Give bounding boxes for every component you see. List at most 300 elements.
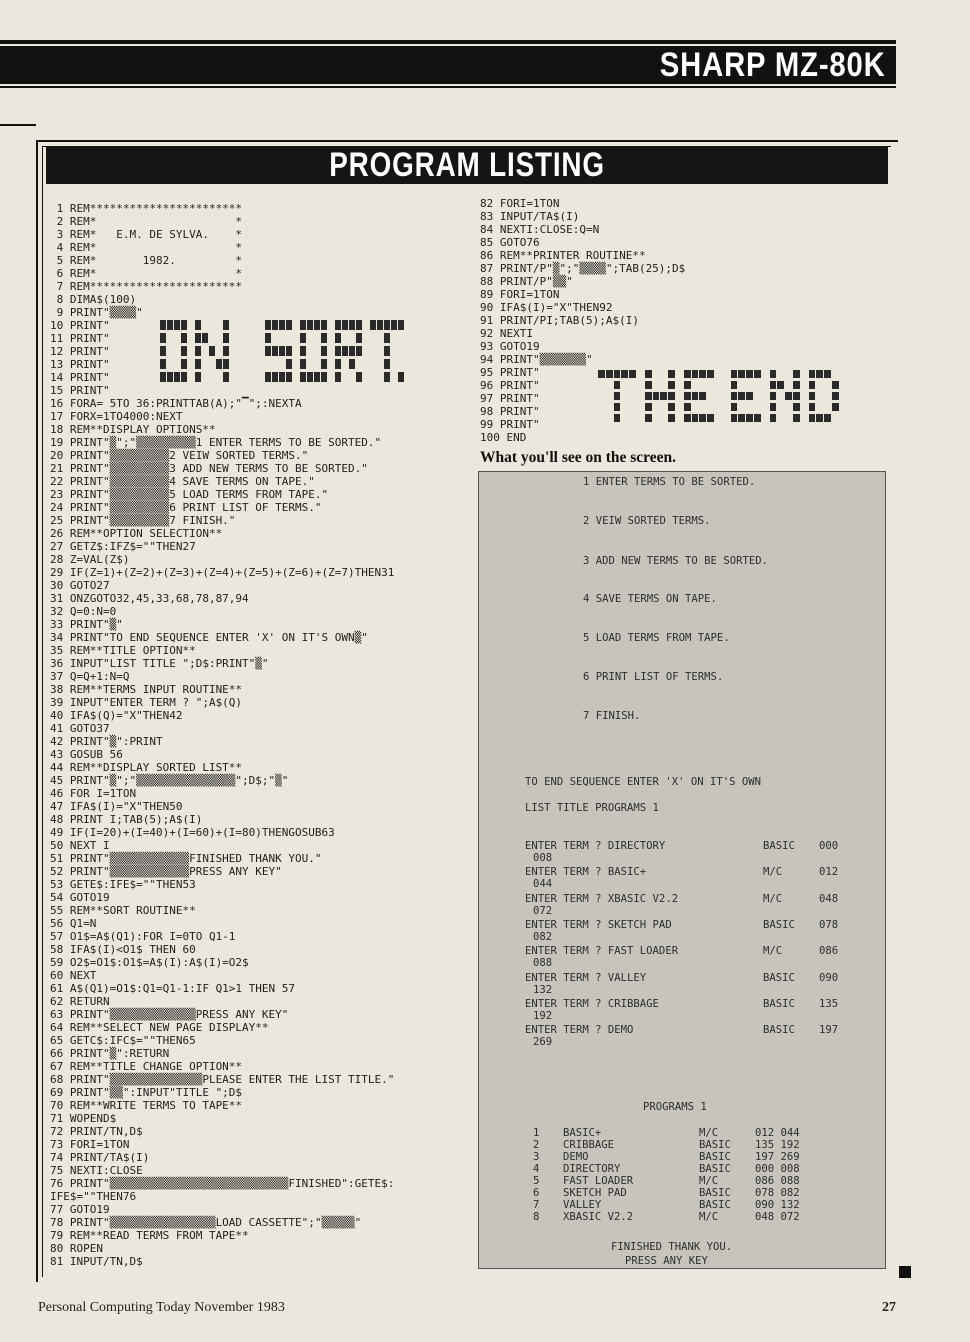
screen-menu-item: 1 ENTER TERMS TO BE SORTED. (583, 476, 756, 488)
art-block (731, 403, 738, 411)
screen-sorted-index: 3 (533, 1151, 540, 1163)
screen-sorted-index: 1 (533, 1127, 540, 1139)
code-line: 15 PRINT" (50, 384, 110, 397)
screen-sorted-range: 078 082 (755, 1187, 800, 1199)
art-block (384, 346, 390, 356)
page-number: 27 (882, 1300, 896, 1315)
art-block (809, 381, 816, 389)
code-line: 86 REM**PRINTER ROUTINE** (480, 249, 646, 262)
art-block (265, 372, 271, 382)
art-block (174, 372, 180, 382)
art-block (770, 381, 777, 389)
section-title: PROGRAM LISTING (329, 146, 605, 184)
code-line: 82 FORI=1TON (480, 197, 560, 210)
art-block (160, 372, 166, 382)
art-block (300, 346, 306, 356)
art-block (307, 372, 313, 382)
art-block (809, 414, 816, 422)
art-block (160, 359, 166, 369)
screen-sorted-range: 090 132 (755, 1199, 800, 1211)
art-block (699, 370, 706, 378)
code-line: 11 PRINT" (50, 332, 110, 345)
page-footer (38, 1300, 898, 1320)
screen-sorted-type: M/C (699, 1127, 719, 1139)
code-line: 50 NEXT I (50, 839, 110, 852)
code-line: 69 PRINT"▒▒":INPUT"TITLE ";D$ (50, 1086, 243, 1099)
screen-entry-prompt: ENTER TERM ? SKETCH PAD (525, 918, 672, 931)
art-block (349, 320, 355, 330)
art-block (223, 320, 229, 330)
art-block (223, 372, 229, 382)
art-block (300, 359, 306, 369)
art-block (398, 372, 404, 382)
code-line: 53 GETE$:IFE$=""THEN53 (50, 878, 196, 891)
art-block (349, 359, 355, 369)
art-block (160, 320, 166, 330)
code-line: 62 RETURN (50, 995, 110, 1008)
screen-sorted-index: 4 (533, 1163, 540, 1175)
art-block (614, 381, 621, 389)
art-block (167, 320, 173, 330)
art-block (384, 320, 390, 330)
code-line: 93 GOTO19 (480, 340, 540, 353)
code-line: 85 GOTO76 (480, 236, 540, 249)
code-line: 97 PRINT" (480, 392, 540, 405)
code-line: 57 O1$=A$(Q1):FOR I=0TO Q1-1 (50, 930, 236, 943)
art-block (793, 414, 800, 422)
screen-entry-start: 078 (819, 918, 839, 931)
screen-sorted-type: BASIC (699, 1199, 731, 1211)
code-line: 46 FOR I=1TON (50, 787, 137, 800)
art-block (321, 346, 327, 356)
screen-entry-start: 012 (819, 866, 839, 879)
art-block (668, 370, 675, 378)
art-block (785, 392, 792, 400)
art-block (321, 359, 327, 369)
art-block (770, 414, 777, 422)
art-block (265, 320, 271, 330)
art-block (832, 403, 839, 411)
code-line: 94 PRINT"▒▒▒▒▒▒▒" (480, 353, 593, 366)
code-line: 44 REM**DISPLAY SORTED LIST** (50, 761, 243, 774)
art-block (377, 320, 383, 330)
screen-sorted-type: M/C (699, 1211, 719, 1223)
art-block (668, 414, 675, 422)
art-block (731, 392, 738, 400)
art-block (621, 370, 628, 378)
art-block (181, 372, 187, 382)
screen-sorted-range: 048 072 (755, 1211, 800, 1223)
screen-entry-start: 090 (819, 971, 839, 984)
art-block (272, 320, 278, 330)
code-line: 20 PRINT"▒▒▒▒▒▒▒▒▒2 VEIW SORTED TERMS." (50, 449, 309, 462)
art-block (731, 370, 738, 378)
code-line: 4 REM* * (50, 241, 243, 254)
screen-sorted-name: DEMO (563, 1151, 589, 1163)
art-block (746, 414, 753, 422)
art-block (181, 359, 187, 369)
art-block (809, 403, 816, 411)
side-rule (0, 124, 36, 126)
code-line: 88 PRINT/P"▒▒" (480, 275, 573, 288)
screen-entry-end: 044 (533, 878, 553, 891)
screen-menu-item: 5 LOAD TERMS FROM TAPE. (583, 632, 730, 644)
code-line: 24 PRINT"▒▒▒▒▒▒▒▒▒6 PRINT LIST OF TERMS." (50, 501, 322, 514)
art-block (738, 370, 745, 378)
code-line: 51 PRINT"▒▒▒▒▒▒▒▒▒▒▒▒FINISHED THANK YOU." (50, 852, 322, 865)
art-block (684, 392, 691, 400)
screen-sorted-type: BASIC (699, 1139, 731, 1151)
code-line: 60 NEXT (50, 969, 97, 982)
code-line: 38 REM**TERMS INPUT ROUTINE** (50, 683, 243, 696)
screen-sorted-type: M/C (699, 1175, 719, 1187)
code-line: 47 IFA$(I)="X"THEN50 (50, 800, 183, 813)
code-line: 67 REM**TITLE CHANGE OPTION** (50, 1060, 243, 1073)
screen-press-key: PRESS ANY KEY (625, 1255, 708, 1267)
code-line: 71 WOPEND$ (50, 1112, 117, 1125)
screen-entry-prompt: ENTER TERM ? CRIBBAGE (525, 997, 659, 1010)
screen-sorted-name: FAST LOADER (563, 1175, 634, 1187)
code-line: 64 REM**SELECT NEW PAGE DISPLAY** (50, 1021, 269, 1034)
code-line: 81 INPUT/TN,D$ (50, 1255, 143, 1268)
art-block (692, 392, 699, 400)
screen-sorted-name: CRIBBAGE (563, 1139, 615, 1151)
art-block (181, 346, 187, 356)
art-block (279, 372, 285, 382)
screen-menu-item: 4 SAVE TERMS ON TAPE. (583, 593, 717, 605)
code-line: 96 PRINT" (480, 379, 540, 392)
art-block (629, 370, 636, 378)
screen-entry-end: 192 (533, 1009, 553, 1022)
art-block (809, 392, 816, 400)
art-block (793, 392, 800, 400)
block-art-on-sort (160, 320, 408, 386)
screen-sorted-title: PROGRAMS 1 (643, 1101, 707, 1113)
code-line: 91 PRINT/PI;TAB(5);A$(I) (480, 314, 639, 327)
code-line: 29 IF(Z=1)+(Z=2)+(Z=3)+(Z=4)+(Z=5)+(Z=6)+(Z=7)THEN31 (50, 566, 395, 579)
art-block (356, 372, 362, 382)
art-block (384, 333, 390, 343)
art-block (195, 359, 201, 369)
art-block (692, 414, 699, 422)
section-title-bar (46, 146, 888, 184)
screen-entry-type: BASIC (763, 997, 795, 1010)
block-art-the-end (598, 370, 840, 426)
screen-sorted-range: 135 192 (755, 1139, 800, 1151)
code-line: IFE$=""THEN76 (50, 1190, 137, 1203)
art-block (738, 392, 745, 400)
art-block (614, 414, 621, 422)
code-line: 95 PRINT" (480, 366, 540, 379)
code-line: 63 PRINT"▒▒▒▒▒▒▒▒▒▒▒▒▒PRESS ANY KEY" (50, 1008, 289, 1021)
art-block (707, 414, 714, 422)
art-block (314, 320, 320, 330)
end-marker (899, 1266, 911, 1278)
code-line: 42 PRINT"▒":PRINT (50, 735, 163, 748)
code-line: 10 PRINT" (50, 319, 110, 332)
code-line: 21 PRINT"▒▒▒▒▒▒▒▒▒3 ADD NEW TERMS TO BE SORTED." (50, 462, 368, 475)
art-block (286, 359, 292, 369)
screen-entry-end: 082 (533, 930, 553, 943)
code-line: 59 O2$=O1$:O1$=A$(I):A$(I)=O2$ (50, 956, 249, 969)
code-line: 25 PRINT"▒▒▒▒▒▒▒▒▒7 FINISH." (50, 514, 236, 527)
screen-sorted-index: 2 (533, 1139, 540, 1151)
art-block (824, 370, 831, 378)
art-block (816, 370, 823, 378)
code-line: 16 FORA= 5TO 36:PRINTTAB(A);"▔";:NEXTA (50, 397, 302, 410)
art-block (167, 372, 173, 382)
code-line: 34 PRINT"TO END SEQUENCE ENTER 'X' ON IT'S OWN▒" (50, 631, 368, 644)
screen-entry-type: BASIC (763, 840, 795, 852)
code-line: 73 FORI=1TON (50, 1138, 130, 1151)
code-line: 80 ROPEN (50, 1242, 103, 1255)
art-block (300, 320, 306, 330)
screen-entry-type: BASIC (763, 918, 795, 931)
art-block (684, 414, 691, 422)
art-block (668, 403, 675, 411)
screen-sorted-name: XBASIC V2.2 (563, 1211, 634, 1223)
art-block (356, 320, 362, 330)
art-block (793, 381, 800, 389)
art-block (342, 346, 348, 356)
code-line: 31 ONZGOTO32,45,33,68,78,87,94 (50, 592, 249, 605)
screen-sorted-index: 5 (533, 1175, 540, 1187)
screen-entry-type: M/C (763, 945, 783, 958)
code-line: 100 END (480, 431, 527, 444)
art-block (746, 392, 753, 400)
art-block (692, 370, 699, 378)
screen-menu-item: 3 ADD NEW TERMS TO BE SORTED. (583, 555, 768, 567)
screen-entry-prompt: ENTER TERM ? FAST LOADER (525, 945, 679, 958)
code-line: 36 INPUT"LIST TITLE ";D$:PRINT"▒" (50, 657, 269, 670)
art-block (684, 403, 691, 411)
code-line: 27 GETZ$:IFZ$=""THEN27 (50, 540, 196, 553)
code-line: 74 PRINT/TA$(I) (50, 1151, 150, 1164)
screen-sorted-type: BASIC (699, 1187, 731, 1199)
art-block (384, 372, 390, 382)
code-line: 66 PRINT"▒":RETURN (50, 1047, 170, 1060)
art-block (391, 320, 397, 330)
art-block (731, 414, 738, 422)
code-line: 75 NEXTI:CLOSE (50, 1164, 143, 1177)
art-block (668, 392, 675, 400)
code-line: 98 PRINT" (480, 405, 540, 418)
screen-end-prompt: TO END SEQUENCE ENTER 'X' ON IT'S OWN (525, 776, 761, 788)
code-line: 14 PRINT" (50, 371, 110, 384)
screen-menu-item: 7 FINISH. (583, 710, 641, 722)
art-block (300, 333, 306, 343)
publication-line: Personal Computing Today November 1983 (38, 1300, 285, 1315)
art-block (645, 370, 652, 378)
code-line: 68 PRINT"▒▒▒▒▒▒▒▒▒▒▒▒▒▒PLEASE ENTER THE LIST TITLE." (50, 1073, 395, 1086)
screen-entry-prompt: ENTER TERM ? BASIC+ (525, 866, 647, 879)
code-line: 19 PRINT"▒";"▒▒▒▒▒▒▒▒▒1 ENTER TERMS TO BE SORTED." (50, 436, 382, 449)
code-line: 30 GOTO27 (50, 579, 110, 592)
art-block (645, 414, 652, 422)
code-line: 33 PRINT"▒" (50, 618, 123, 631)
art-block (335, 346, 341, 356)
screen-sorted-name: SKETCH PAD (563, 1187, 627, 1199)
art-block (653, 392, 660, 400)
screen-entry-end: 269 (533, 1036, 553, 1049)
code-line: 17 FORX=1TO4000:NEXT (50, 410, 183, 423)
screen-caption: What you'll see on the screen. (480, 449, 677, 466)
code-line: 8 DIMA$(100) (50, 293, 137, 306)
screen-sorted-range: 000 008 (755, 1163, 800, 1175)
code-line: 13 PRINT" (50, 358, 110, 371)
screen-entry-end: 008 (533, 852, 553, 864)
code-line: 1 REM*********************** (50, 202, 243, 215)
screen-entry-prompt: ENTER TERM ? XBASIC V2.2 (525, 892, 679, 905)
art-block (645, 403, 652, 411)
art-block (614, 392, 621, 400)
art-block (816, 414, 823, 422)
art-block (598, 370, 605, 378)
code-line: 39 INPUT"ENTER TERM ? ";A$(Q) (50, 696, 243, 709)
code-line: 2 REM* * (50, 215, 243, 228)
art-block (645, 392, 652, 400)
screen-finished: FINISHED THANK YOU. (611, 1241, 733, 1253)
art-block (684, 381, 691, 389)
art-block (832, 381, 839, 389)
art-block (202, 333, 208, 343)
code-line: 54 GOTO19 (50, 891, 110, 904)
screen-entry-start: 000 (819, 840, 839, 852)
art-block (770, 370, 777, 378)
code-line: 61 A$(Q1)=O1$:Q1=Q1-1:IF Q1>1 THEN 57 (50, 982, 296, 995)
art-block (335, 372, 341, 382)
code-line: 40 IFA$(Q)="X"THEN42 (50, 709, 183, 722)
art-block (699, 414, 706, 422)
art-block (223, 333, 229, 343)
art-block (181, 320, 187, 330)
art-block (195, 320, 201, 330)
screen-entry-end: 132 (533, 983, 553, 996)
code-line: 5 REM* 1982. * (50, 254, 243, 267)
art-block (770, 403, 777, 411)
screen-sorted-name: DIRECTORY (563, 1163, 621, 1175)
art-block (195, 346, 201, 356)
art-block (770, 392, 777, 400)
code-line: 55 REM**SORT ROUTINE** (50, 904, 196, 917)
art-block (777, 381, 784, 389)
art-block (181, 333, 187, 343)
art-block (684, 370, 691, 378)
screen-output-panel (478, 471, 886, 1269)
screen-entry-type: M/C (763, 892, 783, 905)
code-line: 37 Q=Q+1:N=Q (50, 670, 130, 683)
code-line: 26 REM**OPTION SELECTION** (50, 527, 223, 540)
code-line: 22 PRINT"▒▒▒▒▒▒▒▒▒4 SAVE TERMS ON TAPE." (50, 475, 315, 488)
code-line: 72 PRINT/TN,D$ (50, 1125, 143, 1138)
art-block (731, 381, 738, 389)
screen-entry-start: 197 (819, 1024, 839, 1037)
code-line: 65 GETC$:IFC$=""THEN65 (50, 1034, 196, 1047)
brand-title: SHARP MZ-80K (660, 46, 886, 84)
art-block (754, 414, 761, 422)
art-block (660, 392, 667, 400)
screen-sorted-name: BASIC+ (563, 1127, 602, 1139)
art-block (832, 392, 839, 400)
screen-entry-type: BASIC (763, 971, 795, 984)
art-block (300, 372, 306, 382)
art-block (824, 414, 831, 422)
art-block (314, 372, 320, 382)
code-line: 9 PRINT"▒▒▒▒" (50, 306, 143, 319)
art-block (809, 370, 816, 378)
art-block (160, 346, 166, 356)
brand-banner (0, 46, 896, 84)
screen-entry-end: 088 (533, 957, 553, 970)
art-block (746, 370, 753, 378)
art-block (286, 372, 292, 382)
code-line: 43 GOSUB 56 (50, 748, 123, 761)
art-block (321, 372, 327, 382)
art-block (321, 333, 327, 343)
top-rule-lower (0, 86, 896, 88)
art-block (645, 381, 652, 389)
code-line: 83 INPUT/TA$(I) (480, 210, 580, 223)
art-block (668, 381, 675, 389)
code-line: 92 NEXTI (480, 327, 533, 340)
art-block (356, 346, 362, 356)
art-block (195, 372, 201, 382)
code-line: 35 REM**TITLE OPTION** (50, 644, 196, 657)
code-line: 23 PRINT"▒▒▒▒▒▒▒▒▒5 LOAD TERMS FROM TAPE." (50, 488, 329, 501)
art-block (265, 346, 271, 356)
screen-menu-item: 2 VEIW SORTED TERMS. (583, 515, 711, 527)
code-line: 84 NEXTI:CLOSE:Q=N (480, 223, 600, 236)
code-line: 78 PRINT"▒▒▒▒▒▒▒▒▒▒▒▒▒▒▒▒LOAD CASSETTE";"▒▒▒▒▒" (50, 1216, 362, 1229)
art-block (614, 370, 621, 378)
art-block (754, 370, 761, 378)
code-line: 41 GOTO37 (50, 722, 110, 735)
screen-sorted-index: 8 (533, 1211, 540, 1223)
code-line: 99 PRINT" (480, 418, 540, 431)
art-block (209, 346, 215, 356)
code-line: 52 PRINT"▒▒▒▒▒▒▒▒▒▒▒▒PRESS ANY KEY" (50, 865, 282, 878)
screen-sorted-range: 012 044 (755, 1127, 800, 1139)
art-block (793, 403, 800, 411)
code-line: 56 Q1=N (50, 917, 97, 930)
code-line: 3 REM* E.M. DE SYLVA. * (50, 228, 243, 241)
art-block (370, 320, 376, 330)
art-block (279, 346, 285, 356)
screen-entry-start: 086 (819, 945, 839, 958)
art-block (738, 414, 745, 422)
screen-sorted-index: 6 (533, 1187, 540, 1199)
code-line: 49 IF(I=20)+(I=40)+(I=60)+(I=80)THENGOSUB63 (50, 826, 335, 839)
art-block (398, 320, 404, 330)
art-block (223, 346, 229, 356)
screen-menu-item: 6 PRINT LIST OF TERMS. (583, 671, 724, 683)
screen-entry-start: 048 (819, 892, 839, 905)
art-block (279, 320, 285, 330)
art-block (335, 320, 341, 330)
top-rule (0, 40, 896, 44)
screen-entry-prompt: ENTER TERM ? DEMO (525, 1024, 634, 1037)
art-block (699, 392, 706, 400)
screen-sorted-type: BASIC (699, 1151, 731, 1163)
art-block (606, 370, 613, 378)
code-line: 32 Q=0:N=0 (50, 605, 117, 618)
art-block (307, 320, 313, 330)
screen-entry-type: BASIC (763, 1024, 795, 1037)
screen-entry-prompt: ENTER TERM ? VALLEY (525, 971, 647, 984)
code-line: 45 PRINT"▒";"▒▒▒▒▒▒▒▒▒▒▒▒▒▒▒";D$;"▒" (50, 774, 289, 787)
screen-entry-type: M/C (763, 866, 783, 879)
screen-sorted-name: VALLEY (563, 1199, 602, 1211)
